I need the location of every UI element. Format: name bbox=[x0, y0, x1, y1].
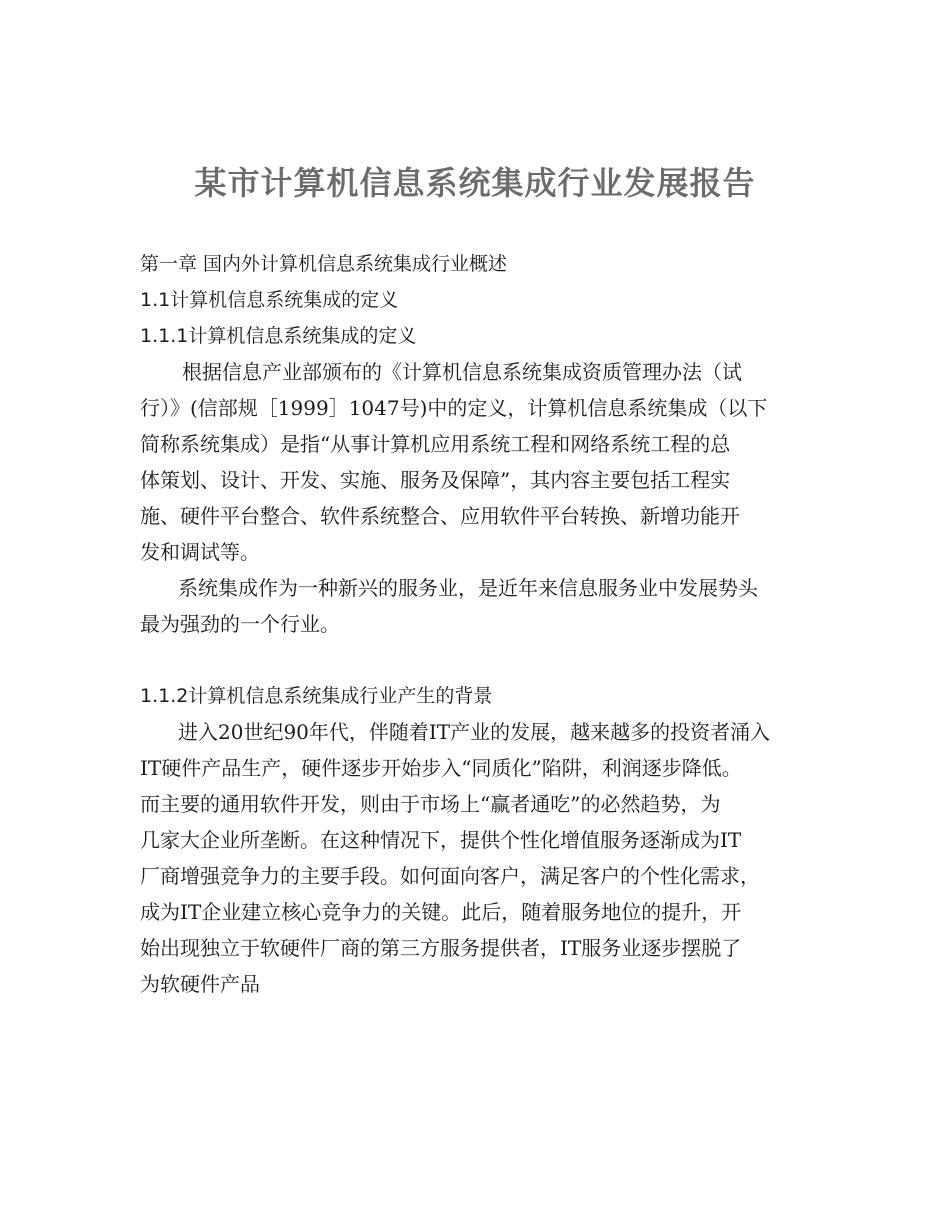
paragraph-background bbox=[140, 714, 820, 1002]
paragraph-line: 而主要的通用软件开发，则由于市场上“赢者通吃”的必然趋势，为 bbox=[140, 792, 721, 816]
paragraph-service-industry bbox=[140, 570, 820, 642]
document-body bbox=[140, 246, 820, 1002]
paragraph-definition bbox=[140, 354, 820, 570]
paragraph-line: 为软硬件产品 bbox=[140, 972, 260, 996]
paragraph-line: 根据信息产业部颁布的《计算机信息系统集成资质管理办法（试 bbox=[182, 360, 742, 384]
paragraph-line: 简称系统集成）是指“从事计算机应用系统工程和网络系统工程的总 bbox=[140, 432, 731, 456]
document-title: 某市计算机信息系统集成行业发展报告 bbox=[194, 164, 756, 202]
paragraph-line: 行）》(信部规［1999］1047号)中的定义，计算机信息系统集成（以下 bbox=[140, 396, 768, 420]
section-heading-1-1: 1.1计算机信息系统集成的定义 bbox=[140, 289, 399, 311]
paragraph-line: 施、硬件平台整合、软件系统整合、应用软件平台转换、新增功能开 bbox=[140, 504, 740, 528]
blank-line bbox=[140, 642, 820, 678]
paragraph-line: 厂商增强竞争力的主要手段。如何面向客户，满足客户的个性化需求， bbox=[140, 864, 760, 888]
paragraph-line: 几家大企业所垄断。在这种情况下，提供个性化增值服务逐渐成为IT bbox=[140, 828, 742, 852]
paragraph-line: 体策划、设计、开发、实施、服务及保障”，其内容主要包括工程实 bbox=[140, 468, 731, 492]
paragraph-line: 进入20世纪90年代，伴随着IT产业的发展，越来越多的投资者涌入 bbox=[178, 720, 771, 744]
paragraph-line: 始出现独立于软硬件厂商的第三方服务提供者，IT服务业逐步摆脱了 bbox=[140, 936, 742, 960]
paragraph-line: 发和调试等。 bbox=[140, 540, 260, 564]
paragraph-line: 成为IT企业建立核心竞争力的关键。此后，随着服务地位的提升，开 bbox=[140, 900, 742, 924]
paragraph-line: IT硬件产品生产，硬件逐步开始步入“同质化”陷阱，利润逐步降低。 bbox=[140, 756, 742, 780]
section-heading-1-1-1: 1.1.1计算机信息系统集成的定义 bbox=[140, 325, 417, 347]
paragraph-line: 系统集成作为一种新兴的服务业，是近年来信息服务业中发展势头 bbox=[178, 576, 758, 600]
section-heading-1-1-2: 1.1.2计算机信息系统集成行业产生的背景 bbox=[140, 685, 493, 707]
paragraph-line: 最为强劲的一个行业。 bbox=[140, 612, 340, 636]
chapter-heading: 第一章 国内外计算机信息系统集成行业概述 bbox=[140, 253, 508, 275]
